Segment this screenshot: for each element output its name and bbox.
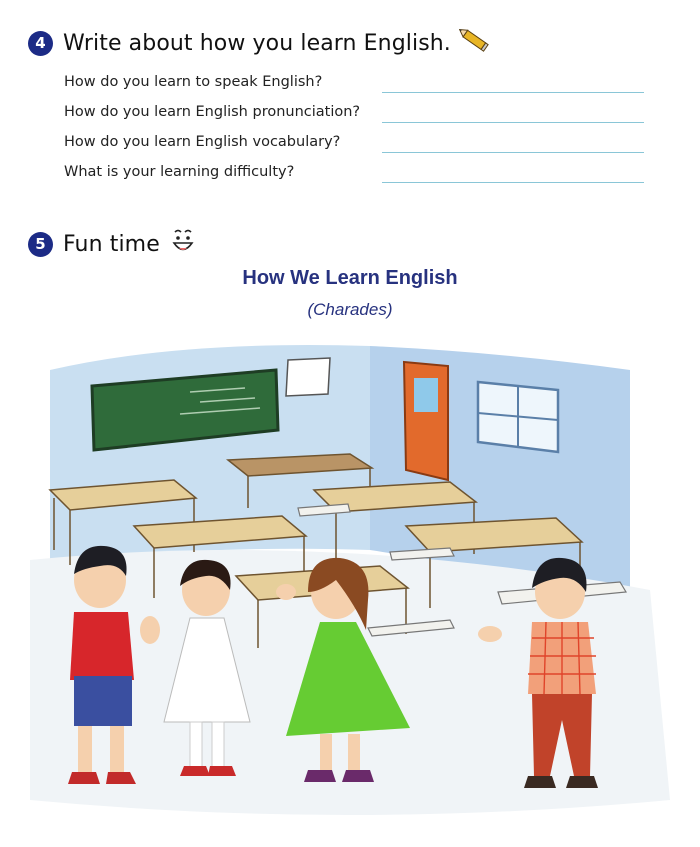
answer-line[interactable] [382, 122, 644, 123]
answer-line[interactable] [382, 92, 644, 93]
section-title: Write about how you learn English. [63, 30, 451, 56]
question-text: How do you learn English pronunciation? [64, 104, 361, 120]
smiley-icon [170, 228, 196, 260]
question-row [64, 74, 644, 96]
question-text: What is your learning difficulty? [64, 164, 295, 180]
activity-subtitle: (Charades) [307, 300, 393, 319]
question-text: How do you learn to speak English? [64, 74, 323, 90]
question-row [64, 134, 644, 156]
door-window [414, 378, 438, 412]
question-row [64, 164, 644, 186]
question-text: How do you learn English vocabulary? [64, 134, 341, 150]
pencil-icon [459, 26, 493, 60]
section-4-header [28, 26, 493, 60]
wall-poster [286, 358, 330, 396]
section-number-badge: 4 [28, 31, 53, 56]
classroom-illustration [30, 330, 670, 830]
question-row [64, 104, 644, 126]
answer-line[interactable] [382, 182, 644, 183]
section-title: Fun time [63, 231, 160, 257]
answer-line[interactable] [382, 152, 644, 153]
activity-title: How We Learn English [242, 267, 458, 289]
section-number-badge: 5 [28, 232, 53, 257]
section-5-header [28, 228, 196, 260]
